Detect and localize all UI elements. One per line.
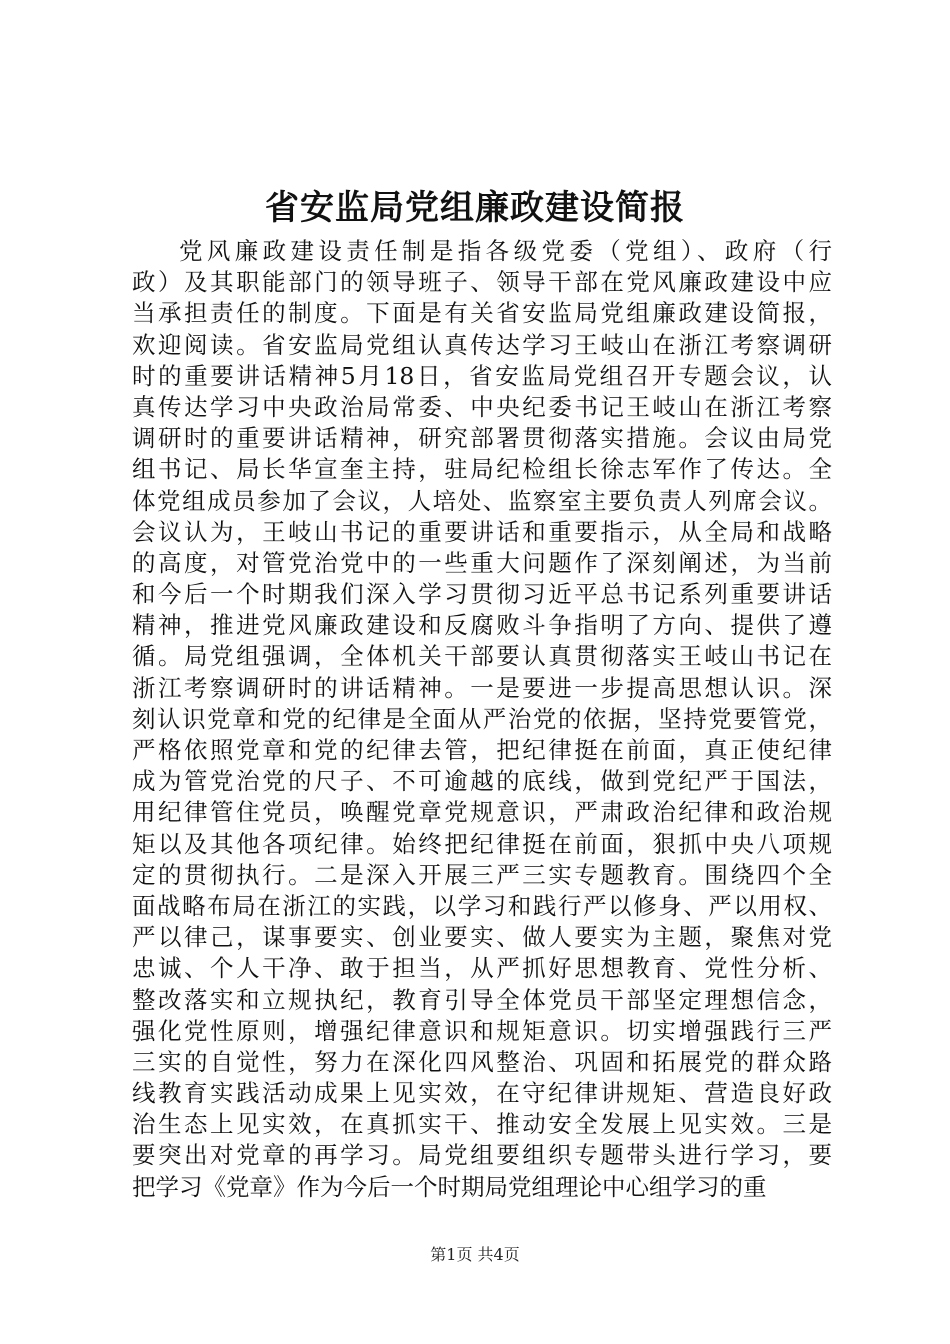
body-line: 会议认为，王岐山书记的重要讲话和重要指示，从全局和战略 — [132, 517, 832, 546]
document-title: 省安监局党组廉政建设简报 — [265, 188, 685, 228]
body-line: 组书记、局长华宣奎主持，驻局纪检组长徐志军作了传达。全 — [132, 455, 832, 484]
body-line: 成为管党治党的尺子、不可逾越的底线，做到党纪严于国法， — [132, 767, 832, 796]
body-line: 强化党性原则，增强纪律意识和规矩意识。切实增强践行三严 — [132, 1016, 832, 1045]
body-line: 要突出对党章的再学习。局党组要组织专题带头进行学习，要 — [132, 1141, 832, 1170]
body-line: 真传达学习中央政治局常委、中央纪委书记王岐山在浙江考察 — [132, 392, 832, 421]
body-line: 线教育实践活动成果上见实效，在守纪律讲规矩、营造良好政 — [132, 1079, 832, 1108]
body-line: 精神，推进党风廉政建设和反腐败斗争指明了方向、提供了遵 — [132, 611, 832, 640]
body-line: 面战略布局在浙江的实践，以学习和践行严以修身、严以用权、 — [132, 891, 832, 920]
body-line: 时的重要讲话精神5月18日，省安监局党组召开专题会议，认 — [132, 361, 832, 390]
body-line: 刻认识党章和党的纪律是全面从严治党的依据，坚持党要管党， — [132, 704, 832, 733]
body-line: 当承担责任的制度。下面是有关省安监局党组廉政建设简报， — [132, 299, 832, 328]
body-line: 体党组成员参加了会议，人培处、监察室主要负责人列席会议。 — [132, 486, 832, 515]
body-line: 严以律己，谋事要实、创业要实、做人要实为主题，聚焦对党 — [132, 923, 832, 952]
body-line: 整改落实和立规执纪，教育引导全体党员干部坚定理想信念， — [132, 985, 832, 1014]
body-line: 的高度，对管党治党中的一些重大问题作了深刻阐述，为当前 — [132, 548, 832, 577]
body-line: 忠诚、个人干净、敢于担当，从严抓好思想教育、党性分析、 — [132, 954, 832, 983]
body-line: 治生态上见实效，在真抓实干、推动安全发展上见实效。三是 — [132, 1110, 832, 1139]
body-line: 把学习《党章》作为今后一个时期局党组理论中心组学习的重 — [132, 1172, 767, 1201]
body-line: 严格依照党章和党的纪律去管，把纪律挺在前面，真正使纪律 — [132, 736, 832, 764]
body-line: 定的贯彻执行。二是深入开展三严三实专题教育。围绕四个全 — [132, 860, 832, 889]
body-line: 用纪律管住党员，唤醒党章党规意识，严肃政治纪律和政治规 — [132, 798, 832, 827]
body-line: 调研时的重要讲话精神，研究部署贯彻落实措施。会议由局党 — [132, 424, 832, 453]
body-line: 矩以及其他各项纪律。始终把纪律挺在前面，狠抓中央八项规 — [132, 829, 832, 858]
body-line: 浙江考察调研时的讲话精神。一是要进一步提高思想认识。深 — [132, 673, 832, 702]
body-line: 党风廉政建设责任制是指各级党委（党组）、政府（行 — [179, 237, 832, 265]
body-line: 欢迎阅读。省安监局党组认真传达学习王岐山在浙江考察调研 — [132, 330, 832, 359]
body-line: 循。局党组强调，全体机关干部要认真贯彻落实王岐山书记在 — [132, 642, 832, 671]
document-body — [132, 236, 832, 1203]
body-line: 三实的自觉性，努力在深化四风整治、巩固和拓展党的群众路 — [132, 1047, 832, 1076]
body-line: 政）及其职能部门的领导班子、领导干部在党风廉政建设中应 — [132, 268, 832, 297]
page-number-footer: 第1页 共4页 — [430, 1245, 520, 1264]
body-line: 和今后一个时期我们深入学习贯彻习近平总书记系列重要讲话 — [132, 580, 832, 609]
